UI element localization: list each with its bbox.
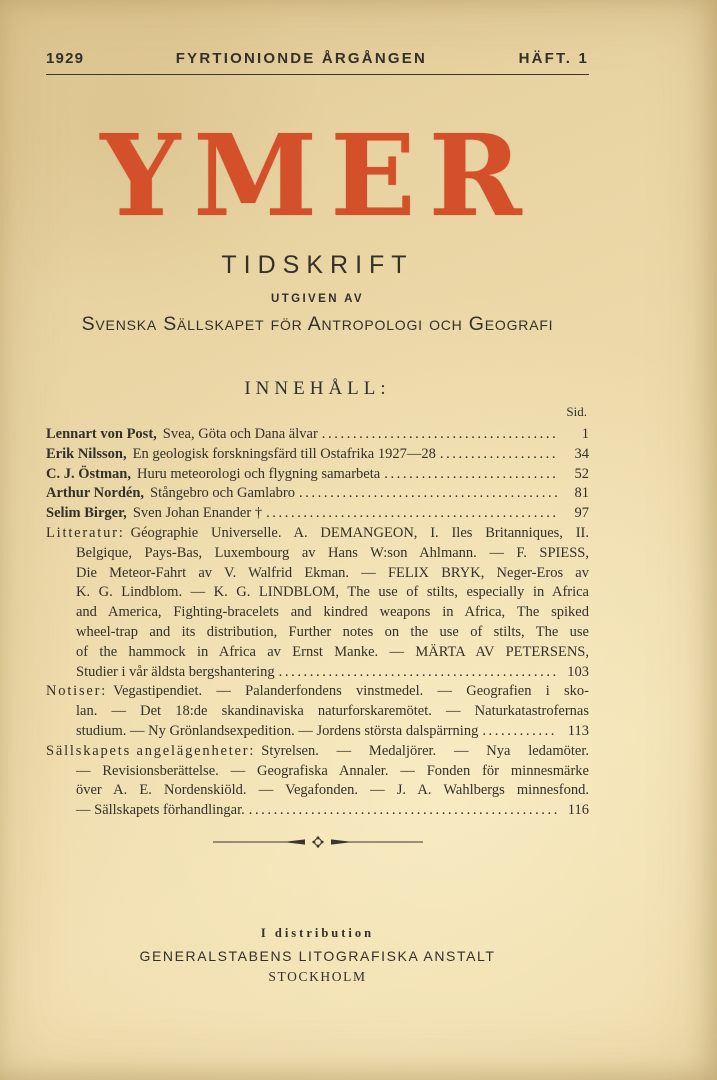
header-rule [46, 74, 589, 75]
toc-entry-text: wheel-trap and its distribution, Further notes on the use of stilts, The use [76, 623, 589, 640]
toc-entry-lead: Erik Nilsson, [46, 445, 127, 462]
dot-leader [299, 484, 558, 504]
dot-leader [249, 801, 558, 821]
page-content [46, 0, 589, 847]
toc-list [46, 425, 589, 821]
header-volume: FYRTIONIONDE ÅRGÅNGEN [175, 50, 427, 67]
toc-line [46, 465, 589, 485]
toc-line [46, 742, 589, 762]
toc-line [46, 801, 589, 821]
toc-entry-page: 97 [574, 505, 589, 522]
toc-entry-page: 1 [581, 426, 589, 442]
dot-leader [384, 465, 558, 485]
toc-line [46, 425, 589, 445]
toc-entry-text: Sven Johan Enander † [132, 505, 263, 522]
toc-line [46, 623, 589, 643]
toc-entry-lead: C. J. Östman, [46, 465, 131, 482]
toc-line [46, 603, 589, 623]
toc-entry-text: Huru meteorologi och flygning samarbeta [137, 465, 381, 482]
toc-line [46, 682, 589, 702]
toc-line [46, 445, 589, 465]
toc-entry-lead: Litteratur: [46, 524, 125, 541]
toc-entry-page: 81 [574, 485, 589, 502]
printer-name: GENERALSTABENS LITOGRAFISKA ANSTALT [139, 948, 496, 964]
toc-entry-lead: Sällskapets angelägenheter: [46, 742, 256, 759]
toc-entry-lead: Lennart von Post, [46, 426, 157, 442]
toc-entry-text: Svea, Göta och Dana älvar [162, 426, 318, 442]
toc-entry-lead: Selim Birger, [46, 505, 127, 522]
toc-entry-text: K. G. Lindblom. — K. G. LINDBLOM, The use of stilts, especially in Africa [76, 584, 589, 601]
journal-subtitle: TIDSKRIFT [221, 251, 414, 279]
toc-entry-page: 113 [567, 722, 589, 739]
ornament-divider-icon [213, 835, 423, 849]
toc-entry-text: and America, Fighting-bracelets and kindred weapons in Africa, The spiked [76, 604, 589, 621]
toc-entry-text: Vegastipendiet. — Palanderfondens vinstmedel. — Geografien i sko- [113, 683, 589, 700]
toc-entry-text: över A. E. Nordenskiöld. — Vegafonden. — J. A. Wahlbergs minnesfond. [76, 782, 589, 799]
toc-line [46, 663, 589, 683]
toc-entry-text: Géographie Universelle. A. DEMANGEON, I. Iles Britanniques, II. [130, 524, 589, 541]
page-header [46, 0, 589, 67]
dot-leader [279, 663, 558, 683]
toc-entry-text: lan. — Det 18:de skandinaviska naturforskaremötet. — Naturkatastrofernas [76, 703, 589, 720]
toc-line [46, 702, 589, 722]
published-by-line: UTGIVEN AV [270, 293, 364, 305]
page-footer [46, 926, 589, 985]
toc-entry-text: En geologisk forskningsfärd till Ostafrika 1927—28 [132, 445, 436, 462]
toc-entry-text: Die Meteor-Fahrt av V. Walfrid Ekman. — FELIX BRYK, Neger-Eros av [76, 564, 589, 581]
footer-distribution: I distribution [260, 926, 375, 940]
page-column-label: Sid. [566, 404, 587, 419]
dot-leader [322, 425, 558, 445]
toc-entry-text: — Revisionsberättelse. — Geografiska Annaler. — Fonden för minnesmärke [76, 762, 589, 779]
toc-entry-text: Stångebro och Gamlabro [150, 485, 295, 502]
header-issue: HÄFT. 1 [518, 50, 589, 67]
dot-leader [440, 445, 558, 465]
toc-line [46, 762, 589, 782]
toc-line [46, 583, 589, 603]
toc-entry-text: studium. — Ny Grönlandsexpedition. — Jordens största dalspärrning [76, 722, 479, 739]
toc-entry-text: of the hammock in Africa av Ernst Manke. — MÄRTA AV PETERSENS, [76, 643, 589, 660]
dot-leader [266, 504, 558, 524]
ornament-divider [46, 833, 589, 847]
toc-line [46, 544, 589, 564]
toc-entry-page: 103 [567, 663, 589, 680]
toc-entry-text: Styrelsen. — Medaljörer. — Nya ledamöter. [261, 742, 589, 759]
printer-city: STOCKHOLM [268, 969, 367, 984]
toc-line [46, 781, 589, 801]
toc-line [46, 643, 589, 663]
toc-entry-lead: Arthur Nordén, [46, 485, 145, 502]
toc-line [46, 722, 589, 742]
toc-entry-page: 116 [567, 802, 589, 819]
toc-line [46, 564, 589, 584]
toc-entry-lead: Notiser: [46, 683, 108, 700]
toc-entry-text: Studier i vår äldsta bergshantering [76, 663, 275, 680]
contents-heading: INNEHÅLL: [244, 378, 391, 399]
masthead-title: YMER [100, 111, 535, 242]
toc-line [46, 504, 589, 524]
toc-line [46, 524, 589, 544]
header-year: 1929 [46, 50, 85, 67]
toc-entry-text: Belgique, Pays-Bas, Luxembourg av Hans W:son Ahlmann. — F. SPIESS, [76, 544, 589, 561]
dot-leader [482, 722, 558, 742]
toc-line [46, 484, 589, 504]
society-name: Svenska Sällskapet för Antropologi och Geografi [81, 313, 554, 335]
toc-entry-page: 52 [574, 465, 589, 482]
toc-entry-page: 34 [574, 445, 589, 462]
toc-entry-text: — Sällskapets förhandlingar. [76, 802, 245, 819]
